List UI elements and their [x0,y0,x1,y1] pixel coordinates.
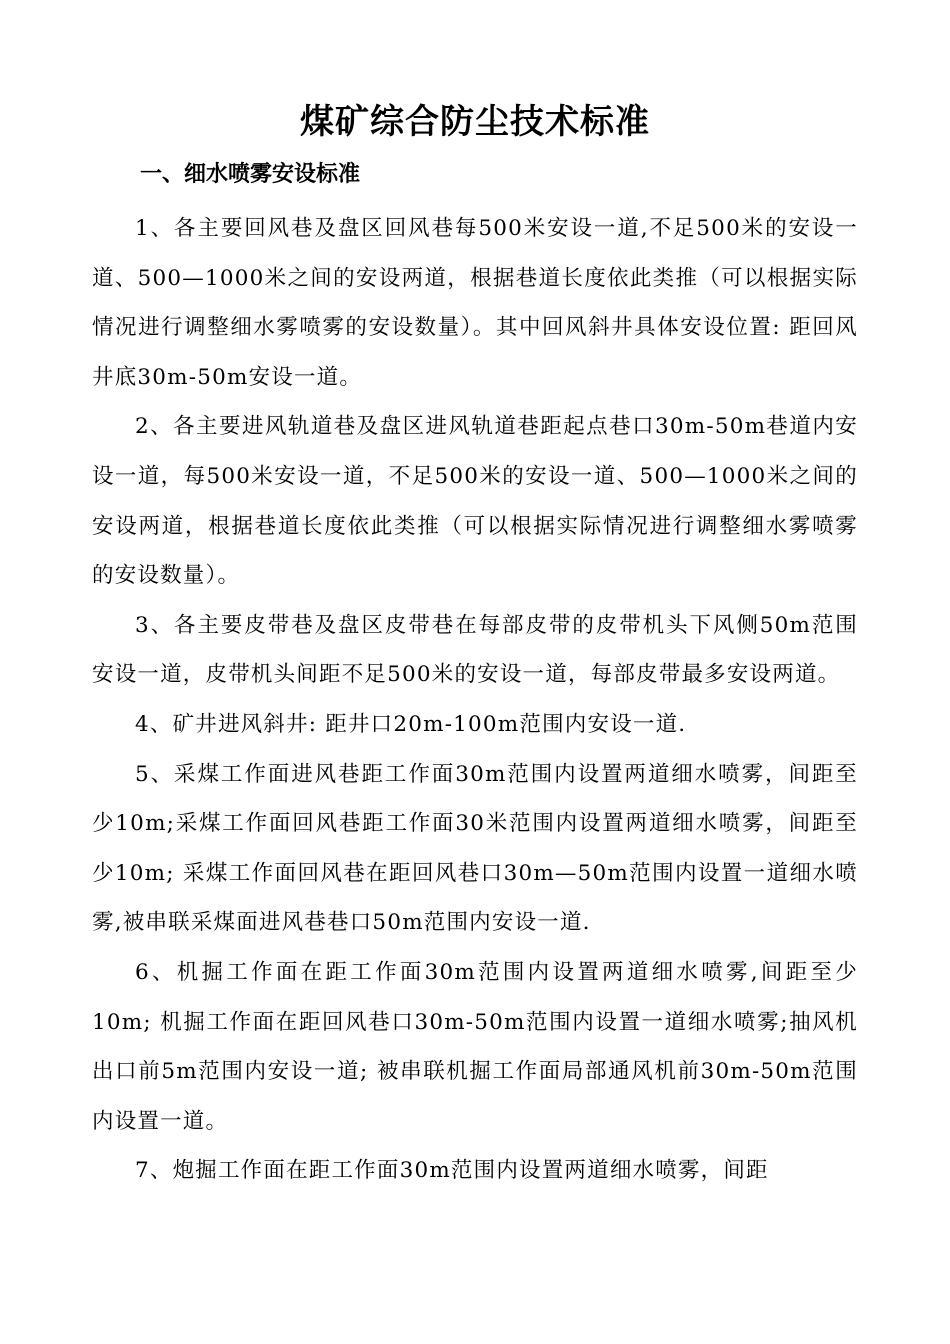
paragraph-1: 1、各主要回风巷及盘区回风巷每500米安设一道,不足500米的安设一道、500—1000米之间的安设两道，根据巷道长度依此类推（可以根据实际情况进行调整细水雾喷雾的安设数量）。其中回风斜井具体安设位置: 距回风井底30m-50m安设一道。 [92,216,858,390]
paragraph-2: 2、各主要进风轨道巷及盘区进风轨道巷距起点巷口30m-50m巷道内安设一道，每500米安设一道，不足500米的安设一道、500—1000米之间的安设两道，根据巷道长度依此类推（可以根据实际情况进行调整细水雾喷雾的安设数量）。 [92,414,858,589]
paragraph-4: 4、矿井进风斜井: 距井口20m-100m范围内安设一道. [135,711,687,737]
document-body [92,204,858,1196]
document-title: 煤矿综合防尘技术标准 [300,102,650,142]
paragraph-3: 3、各主要皮带巷及盘区皮带巷在每部皮带的皮带机头下风侧50m范围安设一道，皮带机头间距不足500米的安设一道，每部皮带最多安设两道。 [92,612,858,688]
paragraph-6: 6、机掘工作面在距工作面30m范围内设置两道细水喷雾,间距至少10m; 机掘工作面在距回风巷口30m-50m范围内设置一道细水喷雾;抽风机出口前5m范围内安设一道; 被串联机掘工作面局部通风机前30m-50m范围内设置一道。 [92,959,858,1134]
section-heading: 一、细水喷雾安设标准 [140,162,361,187]
paragraph-5: 5、采煤工作面进风巷距工作面30m范围内设置两道细水喷雾，间距至少10m;采煤工作面回风巷距工作面30米范围内设置两道细水喷雾，间距至少10m; 采煤工作面回风巷在距回风巷口30m—50m范围内设置一道细水喷雾,被串联采煤面进风巷巷口50m范围内安设一道. [92,761,858,936]
paragraph-7: 7、炮掘工作面在距工作面30m范围内设置两道细水喷雾，间距 [135,1158,769,1184]
